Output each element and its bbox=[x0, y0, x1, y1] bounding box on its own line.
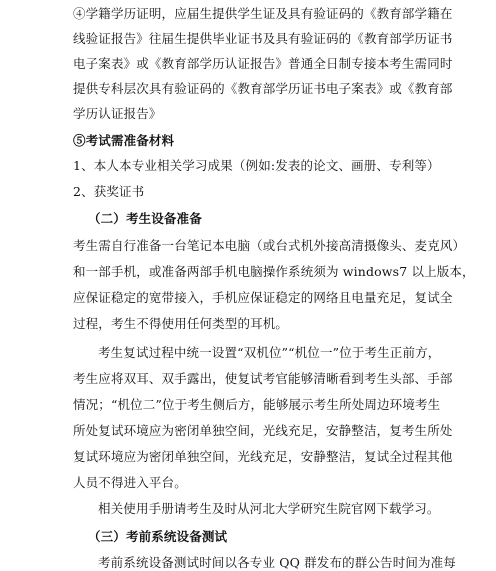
section-heading-testing: （三）考前系统设备测试 bbox=[88, 529, 228, 544]
paragraph-line-12: 情况；“机位二”位于考生侧后方，能够展示考生所处周边环境考生 bbox=[73, 397, 441, 412]
paragraph-line-17: 考前系统设备测试时间以各专业 QQ 群发布的群公告时间为准每 bbox=[98, 555, 456, 570]
paragraph-line-5: 学历认证报告》 bbox=[73, 106, 162, 121]
section-heading-materials: ⑤考试需准备材料 bbox=[73, 133, 175, 148]
section-heading-equipment: （二）考生设备准备 bbox=[88, 211, 202, 226]
paragraph-line-3: 电子案表》或《教育部学历认证报告》普通全日制专接本考生需同时 bbox=[73, 56, 453, 71]
paragraph-line-9: 过程，考生不得使用任何类型的耳机。 bbox=[73, 316, 289, 331]
paragraph-line-4: 提供专科层次具有验证码的《教育部学历证书电子案表》或《教育部 bbox=[73, 81, 453, 96]
paragraph-line-7: 和一部手机，或准备两部手机电脑操作系统须为 windows7 以上版本， bbox=[73, 264, 475, 279]
list-item-1: 1、本人本专业相关学习成果（例如:发表的论文、画册、专利等） bbox=[73, 158, 440, 173]
paragraph-line-16: 相关使用手册请考生及时从河北大学研究生院官网下载学习。 bbox=[98, 501, 440, 516]
paragraph-line-10: 考生复试过程中统一设置“双机位”“机位一”位于考生正前方， bbox=[98, 345, 441, 360]
paragraph-line-13: 所处复试环境应为密闭单独空间，光线充足，安静整洁，复考生所处 bbox=[73, 423, 453, 438]
paragraph-line-1: ④学籍学历证明，应届生提供学生证及具有验证码的《教育部学籍在 bbox=[73, 6, 453, 21]
paragraph-line-8: 应保证稳定的宽带接入，手机应保证稳定的网络且电量充足，复试全 bbox=[73, 290, 453, 305]
paragraph-line-6: 考生需自行准备一台笔记本电脑（或台式机外接高清摄像头、麦克风） bbox=[73, 238, 466, 253]
paragraph-line-15: 人员不得进入平台。 bbox=[73, 475, 187, 490]
list-item-2: 2、获奖证书 bbox=[73, 184, 145, 199]
paragraph-line-14: 复试环境应为密闭单独空间，光线充足，安静整洁，复试全过程其他 bbox=[73, 449, 453, 464]
paragraph-line-2: 线验证报告》往届生提供毕业证书及具有验证码的《教育部学历证书 bbox=[73, 31, 453, 46]
paragraph-line-11: 考生应将双耳、双手露出，使复试考官能够清晰看到考生头部、手部 bbox=[73, 371, 453, 386]
